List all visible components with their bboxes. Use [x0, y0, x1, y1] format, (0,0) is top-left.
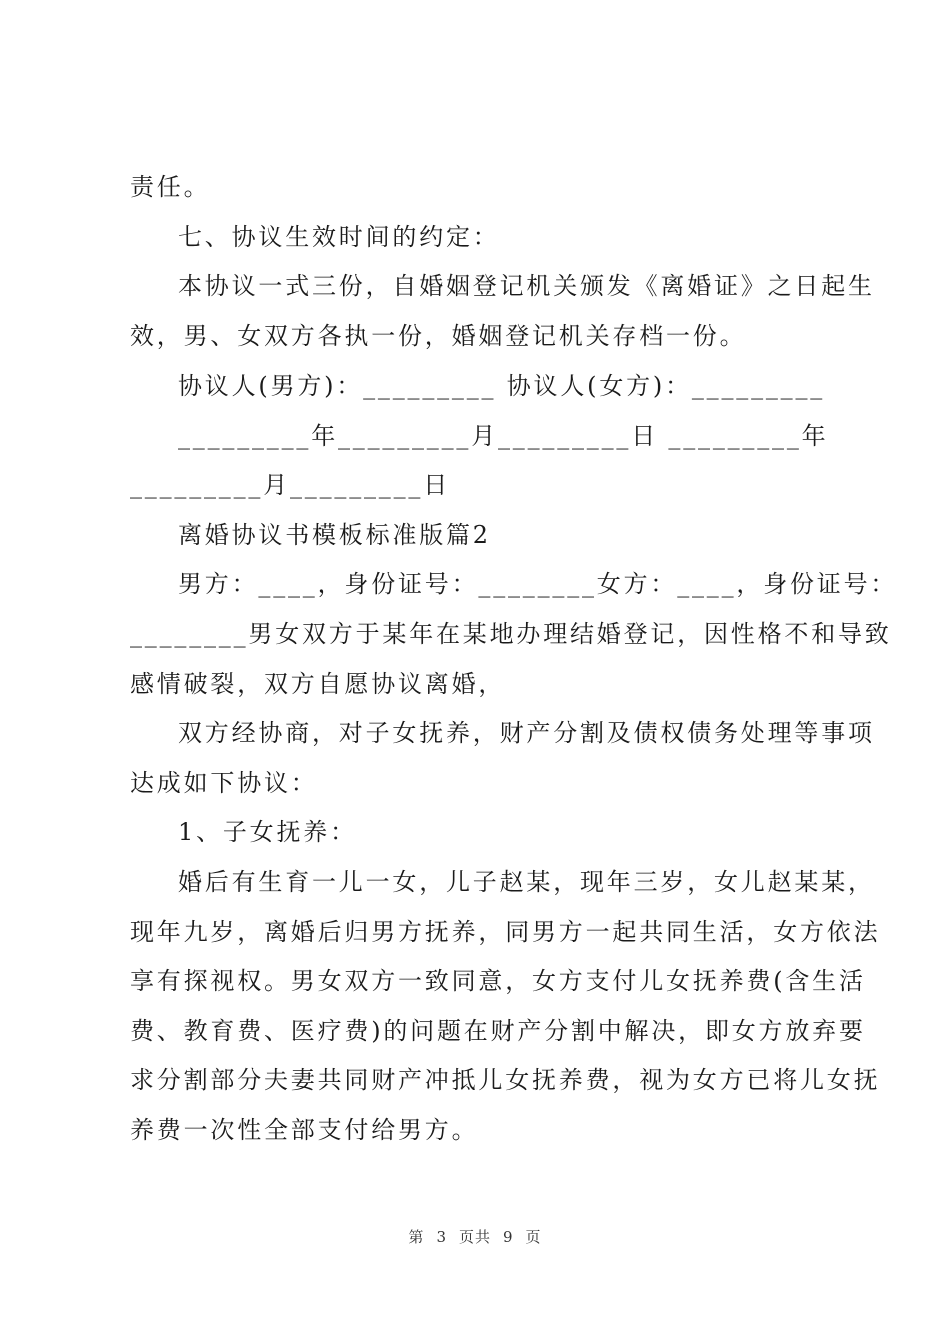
paragraph-line: 本协议一式三份，自婚姻登记机关颁发《离婚证》之日起生 [178, 272, 875, 300]
date-line: _________月_________日 [130, 471, 450, 499]
paragraph-line: 享有探视权。男女双方一致同意，女方支付儿女抚养费(含生活 [130, 967, 866, 995]
footer-label-di: 第 [408, 1228, 425, 1246]
signature-line: 协议人(男方)：_________ 协议人(女方)：_________ [178, 372, 826, 400]
paragraph-line: 现年九岁，离婚后归男方抚养，同男方一起共同生活，女方依法 [130, 918, 881, 946]
date-line: _________年_________月_________日 _________年 [178, 422, 829, 450]
paragraph-line: 养费一次性全部支付给男方。 [130, 1116, 479, 1144]
paragraph-line: 费、教育费、医疗费)的问题在财产分割中解决，即女方放弃要 [130, 1017, 866, 1045]
paragraph-line: ________男女双方于某年在某地办理结婚登记，因性格不和导致 [130, 620, 892, 648]
paragraph-line: 效，男、女双方各执一份，婚姻登记机关存档一份。 [130, 322, 747, 350]
current-page-number: 3 [436, 1228, 447, 1246]
page-footer [0, 1226, 950, 1247]
total-pages-number: 9 [503, 1228, 514, 1246]
footer-label-ye: 页 [525, 1228, 542, 1246]
section-heading: 七、协议生效时间的约定： [178, 223, 500, 251]
paragraph-line: 责任。 [130, 173, 211, 201]
paragraph-line: 达成如下协议： [130, 769, 318, 797]
party-info-line: 男方：____，身份证号：________女方：____，身份证号： [178, 570, 898, 598]
paragraph-line: 婚后有生育一儿一女，儿子赵某，现年三岁，女儿赵某某， [178, 868, 875, 896]
section-title: 离婚协议书模板标准版篇2 [178, 521, 491, 549]
footer-label-ye-gong: 页共 [458, 1228, 491, 1246]
paragraph-line: 双方经协商，对子女抚养，财产分割及债权债务处理等事项 [178, 719, 875, 747]
section-heading: 1、子女抚养： [178, 818, 357, 846]
paragraph-line: 感情破裂，双方自愿协议离婚， [130, 670, 506, 698]
paragraph-line: 求分割部分夫妻共同财产冲抵儿女抚养费，视为女方已将儿女抚 [130, 1066, 881, 1094]
